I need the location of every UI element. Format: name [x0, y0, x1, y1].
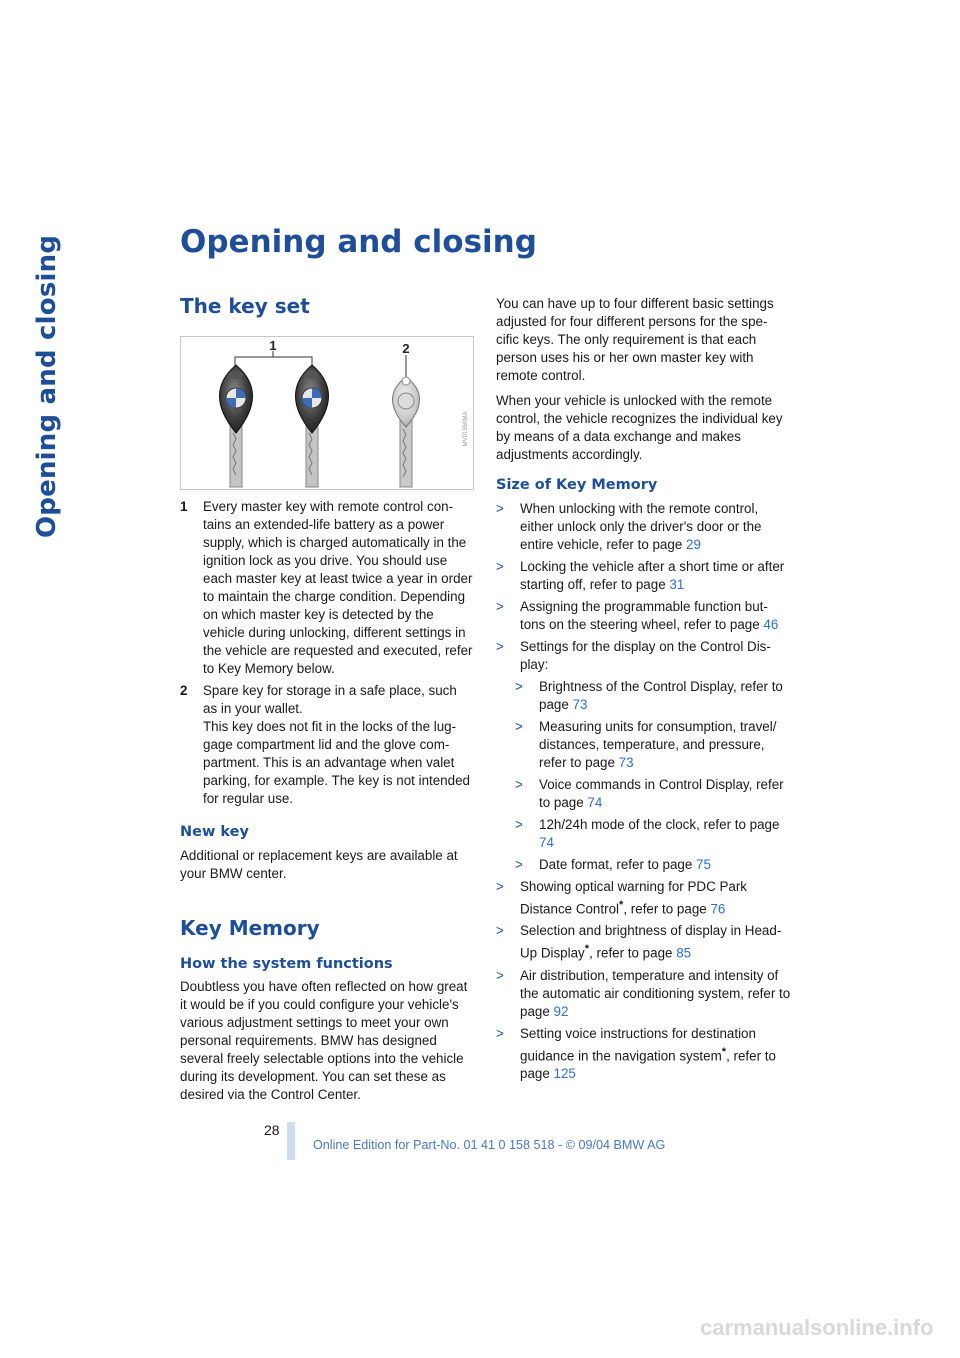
size-bullet-list	[496, 500, 792, 1087]
page-link[interactable]: 31	[669, 577, 685, 592]
item-text-2: This key does not fit in the locks of the lug-gage compartment lid and the glove com-partment. This is an advantage when valet parking, for example. The key is not intended for regular use.	[203, 719, 470, 806]
paragraph-unlock-recognition: When your vehicle is unlocked with the remote control, the vehicle recognizes the individual key by means of a data exchange and makes adjustments accordingly.	[496, 393, 783, 462]
list-item: > When unlocking with the remote control, either unlock only the driver's door or the entire vehicle, refer to page 29	[496, 501, 762, 552]
item-number: 1	[180, 499, 188, 514]
heading-key-set: The key set	[180, 294, 310, 318]
figure-label-1: 1	[269, 338, 277, 353]
footer-edition-text: Online Edition for Part-No. 01 41 0 158 518 - © 09/04 BMW AG	[313, 1138, 666, 1152]
page-link[interactable]: 85	[676, 945, 692, 961]
heading-how-system-functions: How the system functions	[180, 956, 393, 972]
bullet-marker: >	[496, 923, 504, 939]
heading-size-of-key-memory: Size of Key Memory	[496, 477, 658, 493]
paragraph-basic-settings: You can have up to four different basic settings adjusted for four different persons for the spe-cific keys. The only requirement is that each person uses his or her own master key with remote control.	[496, 296, 774, 383]
key-set-list	[180, 498, 474, 812]
bullet-marker: >	[515, 857, 523, 872]
list-item: > Selection and brightness of display in Head-Up Display*, refer to page 85	[496, 923, 782, 961]
page-link[interactable]: 74	[587, 795, 603, 810]
spare-key	[393, 377, 420, 487]
list-item	[180, 682, 474, 808]
item-text: Every master key with remote control con-tains an extended-life battery as a power supply, which is charged automatically in the ignition lock as you drive. You should use each master key at least twice a year in order to maintain the charge condition. Depending on which master key is detected by the vehicle during unlocking, different settings in the vehicle are requested and executed, refer to Key Memory below.	[203, 499, 473, 676]
watermark: carmanualsonline.info	[700, 1315, 934, 1340]
key-set-figure	[180, 336, 474, 490]
page-number: 28	[264, 1122, 280, 1138]
item-number: 2	[180, 683, 188, 698]
figure-code: MV01950MA	[463, 411, 469, 447]
sub-list-item: > Brightness of the Control Display, refer to page 73	[515, 679, 783, 712]
list-item	[180, 498, 474, 678]
page-link[interactable]: 74	[539, 835, 554, 850]
footer-accent-bar	[287, 1122, 295, 1160]
bullet-marker: >	[496, 501, 504, 516]
list-item: > Setting voice instructions for destination guidance in the navigation system*, refer to page 125	[496, 1025, 776, 1082]
list-item: > Settings for the display on the Control Dis-play:	[496, 639, 771, 672]
bullet-marker: >	[496, 967, 504, 983]
heading-new-key: New key	[180, 824, 249, 840]
bullet-marker: >	[515, 817, 523, 832]
page-link[interactable]: 125	[553, 1066, 576, 1082]
bullet-marker: >	[515, 719, 523, 734]
sub-list-item: > Date format, refer to page 75	[515, 857, 711, 872]
bullet-marker: >	[496, 559, 504, 574]
bullet-marker: >	[496, 1025, 504, 1041]
list-item: > Locking the vehicle after a short time or after starting off, refer to page 31	[496, 559, 785, 592]
optional-equipment-star: *	[721, 1045, 727, 1058]
list-item: > Air distribution, temperature and intensity of the automatic air conditioning system, refer to page 92	[496, 967, 791, 1019]
page-link[interactable]: 29	[686, 537, 701, 552]
new-key-text: Additional or replacement keys are available at your BMW center.	[180, 848, 458, 881]
page-link[interactable]: 76	[710, 901, 726, 917]
page-title: Opening and closing	[180, 224, 537, 260]
bullet-marker: >	[496, 639, 504, 654]
optional-equipment-star: *	[619, 899, 624, 911]
bullet-marker: >	[515, 777, 523, 792]
list-item: > Assigning the programmable function but-tons on the steering wheel, refer to page 46	[496, 599, 779, 632]
figure-label-2: 2	[402, 341, 410, 356]
page-link[interactable]: 73	[618, 755, 634, 770]
page-link[interactable]: 75	[696, 857, 711, 872]
keys-illustration	[181, 337, 475, 491]
page-link[interactable]: 46	[763, 617, 779, 632]
page-link[interactable]: 73	[572, 697, 588, 712]
page-link[interactable]: 92	[553, 1003, 569, 1019]
heading-key-memory: Key Memory	[180, 916, 320, 940]
bullet-marker: >	[515, 679, 523, 694]
right-column	[496, 295, 790, 468]
bullet-marker: >	[496, 599, 504, 614]
list-item: > Showing optical warning for PDC Park Distance Control*, refer to page 76	[496, 879, 748, 917]
master-key-2	[296, 365, 329, 487]
item-text: Spare key for storage in a safe place, such as in your wallet.	[203, 683, 457, 716]
key-memory-text: Doubtless you have often reflected on how great it would be if you could configure your vehicle's various adjustment settings to meet your own personal requirements. BMW has designed several freely selectable options into the vehicle during its development. You can set these as desired via the Control Center.	[180, 979, 468, 1102]
sub-list-item: > Measuring units for consumption, travel/ distances, temperature, and pressure, refer to page 73	[515, 719, 777, 770]
sub-list-item: > Voice commands in Control Display, refer to page 74	[515, 777, 784, 810]
sub-list-item: > 12h/24h mode of the clock, refer to page 74	[515, 817, 780, 850]
master-key-1	[220, 365, 253, 487]
bullet-marker: >	[496, 879, 504, 894]
optional-equipment-star: *	[584, 943, 590, 956]
